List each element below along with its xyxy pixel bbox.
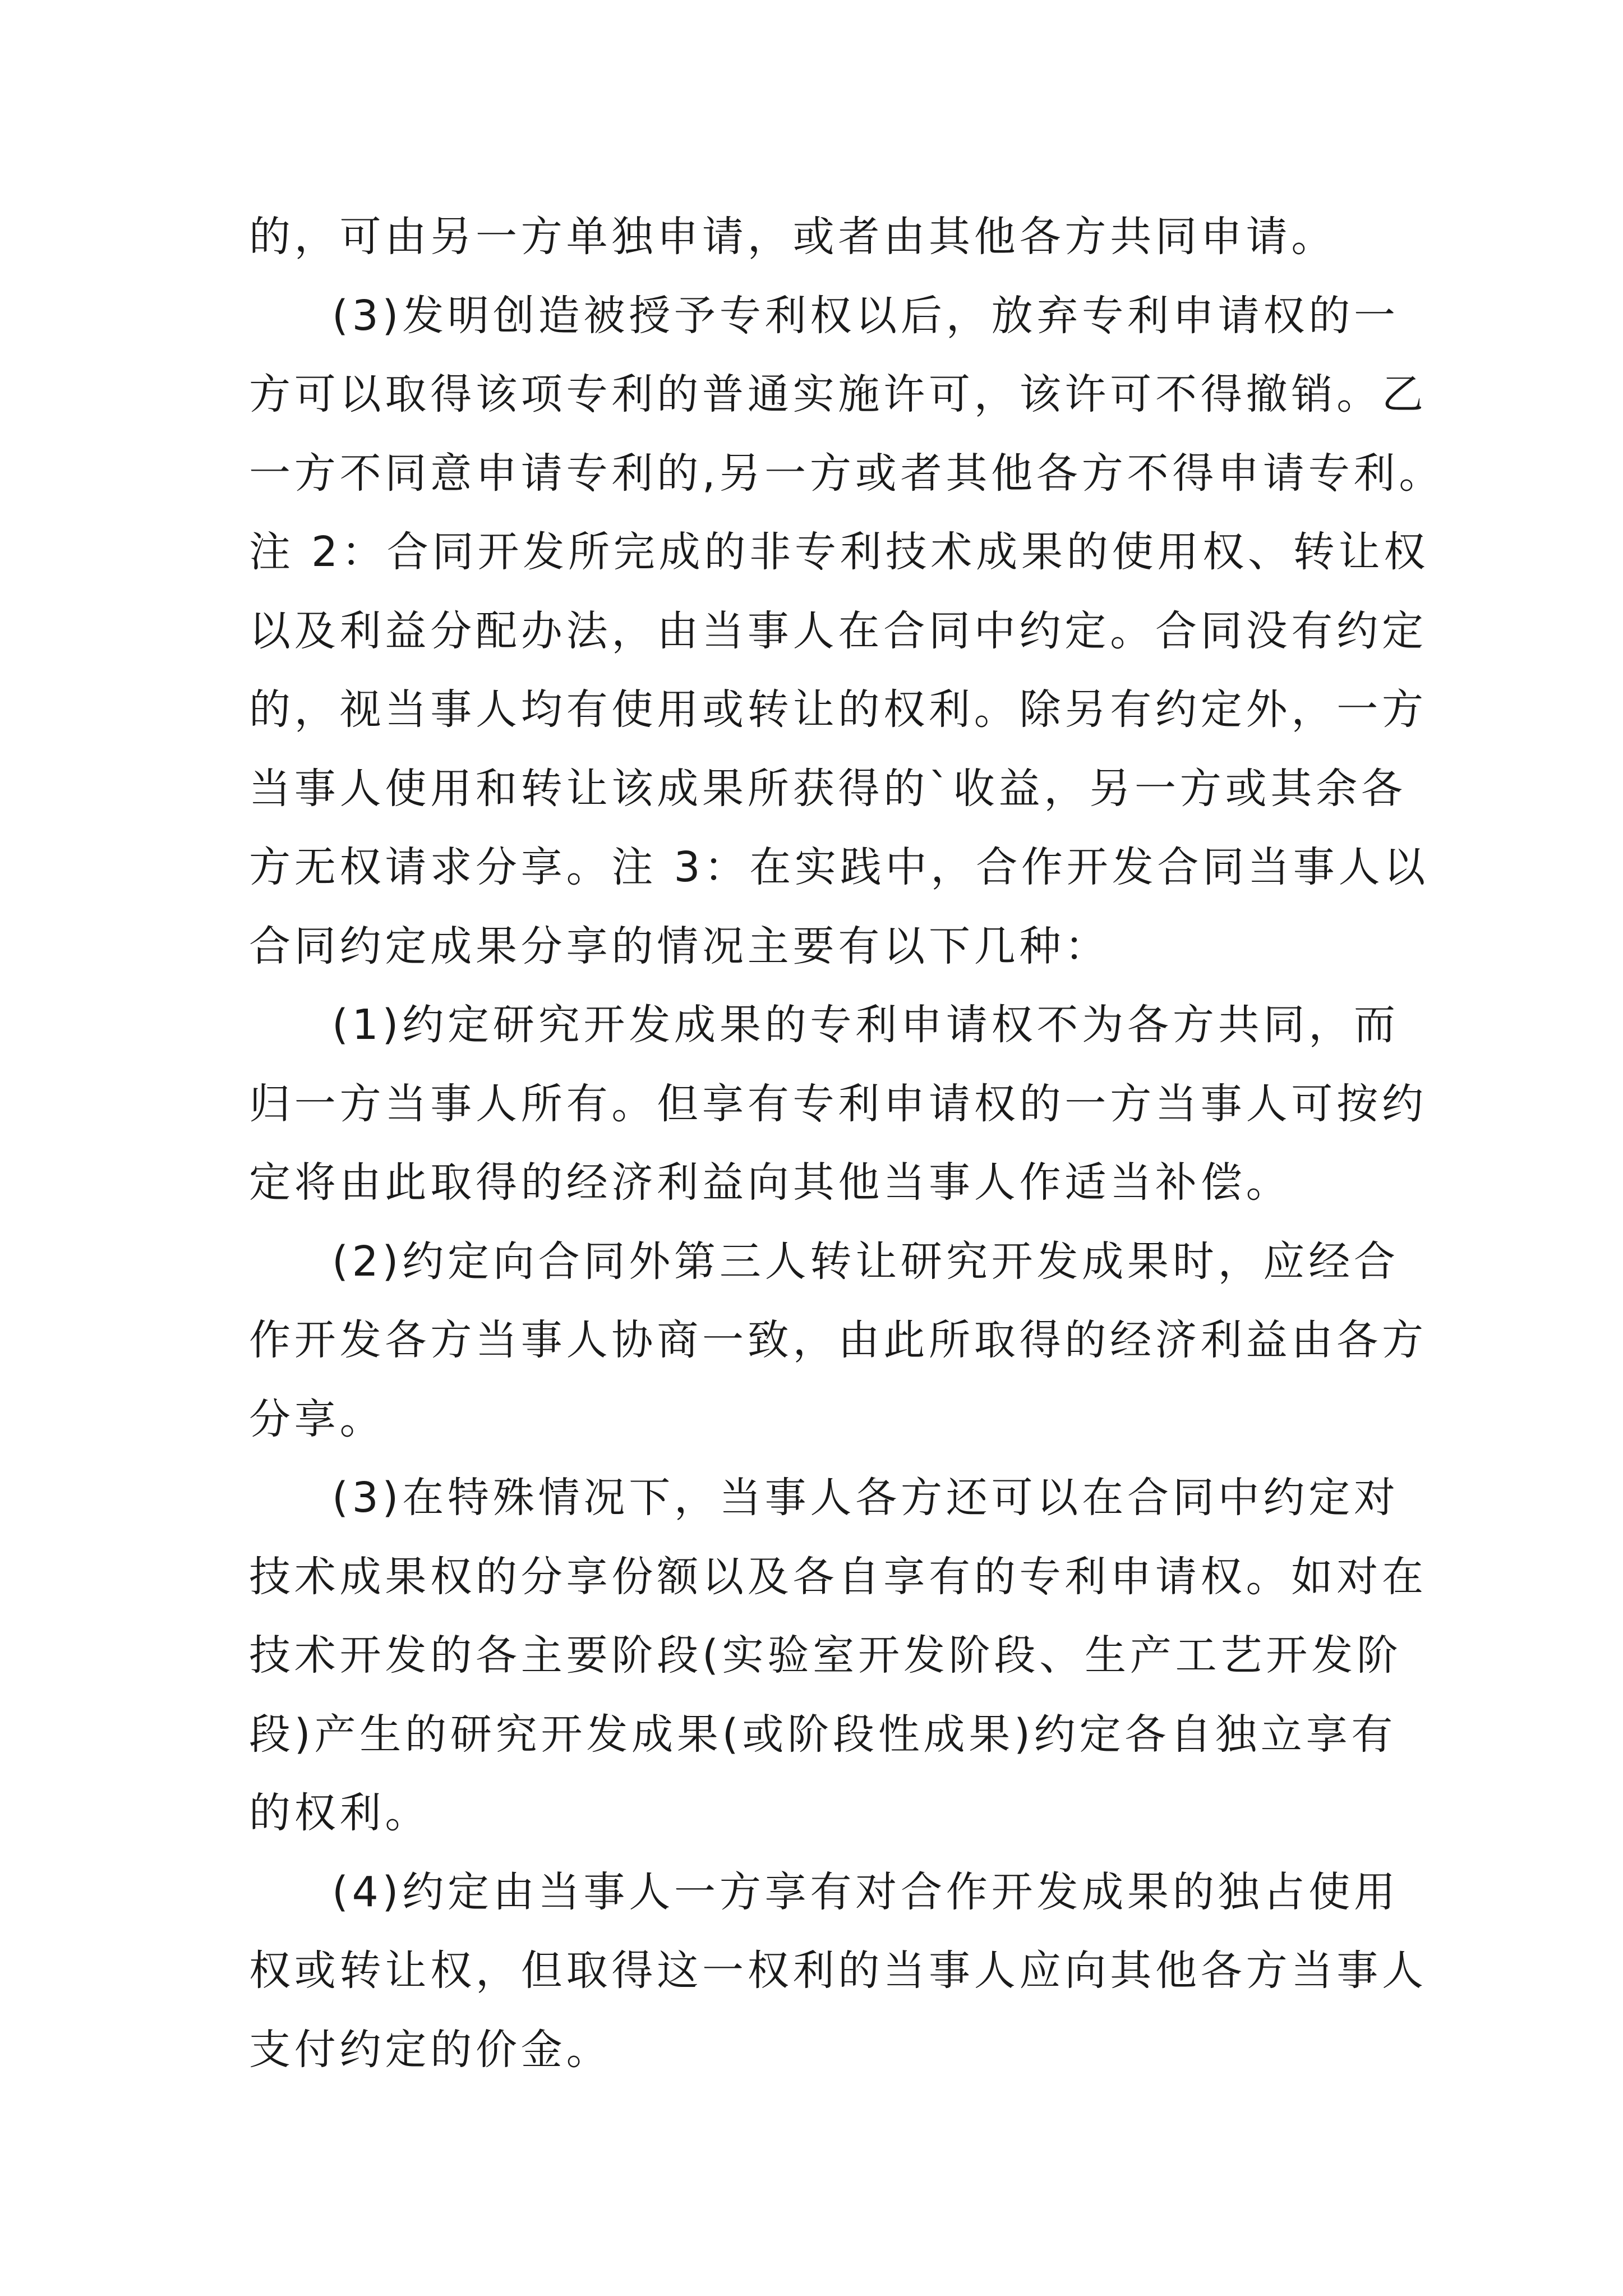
text-line: 的权利。: [249, 1789, 431, 1837]
text-line: 分享。: [249, 1395, 385, 1443]
text-line: 作开发各方当事人协商一致，由此所取得的经济利益由各方: [249, 1316, 1427, 1364]
text-line: 的，视当事人均有使用或转让的权利。除另有约定外，一方: [249, 685, 1427, 734]
text-line: 段)产生的研究开发成果(或阶段性成果)约定各自独立享有: [249, 1710, 1397, 1759]
text-line: 方可以取得该项专利的普通实施许可，该许可不得撤销。乙: [249, 370, 1427, 418]
text-line: (1)约定研究开发成果的专利申请权不为各方共同，而: [332, 1001, 1399, 1049]
text-line: 权或转让权，但取得这一权利的当事人应向其他各方当事人: [249, 1947, 1427, 1995]
text-line: 以及利益分配办法，由当事人在合同中约定。合同没有约定: [249, 607, 1427, 655]
text-line: 归一方当事人所有。但享有专利申请权的一方当事人可按约: [249, 1080, 1427, 1128]
text-line: 的，可由另一方单独申请，或者由其他各方共同申请。: [249, 213, 1337, 261]
text-line: 技术开发的各主要阶段(实验室开发阶段、生产工艺开发阶: [249, 1631, 1402, 1680]
text-line: (2)约定向合同外第三人转让研究开发成果时，应经合: [332, 1237, 1399, 1286]
text-line: 支付约定的价金。: [249, 2026, 612, 2074]
text-line: 方无权请求分享。注 3：在实践中，合作开发合同当事人以: [249, 843, 1430, 891]
text-line: 一方不同意申请专利的,另一方或者其他各方不得申请专利。: [249, 449, 1445, 498]
text-line: (4)约定由当事人一方享有对合作开发成果的独占使用: [332, 1868, 1399, 1916]
text-line: (3)发明创造被授予专利权以后，放弃专利申请权的一: [332, 292, 1399, 340]
text-line: 定将由此取得的经济利益向其他当事人作适当补偿。: [249, 1158, 1292, 1207]
text-line: 技术成果权的分享份额以及各自享有的专利申请权。如对在: [249, 1553, 1427, 1601]
text-line: 当事人使用和转让该成果所获得的`收益，另一方或其余各: [249, 765, 1407, 813]
text-line: 注 2：合同开发所完成的非专利技术成果的使用权、转让权: [249, 528, 1430, 576]
text-line: 合同约定成果分享的情况主要有以下几种：: [249, 922, 1110, 970]
text-line: (3)在特殊情况下，当事人各方还可以在合同中约定对: [332, 1474, 1399, 1522]
